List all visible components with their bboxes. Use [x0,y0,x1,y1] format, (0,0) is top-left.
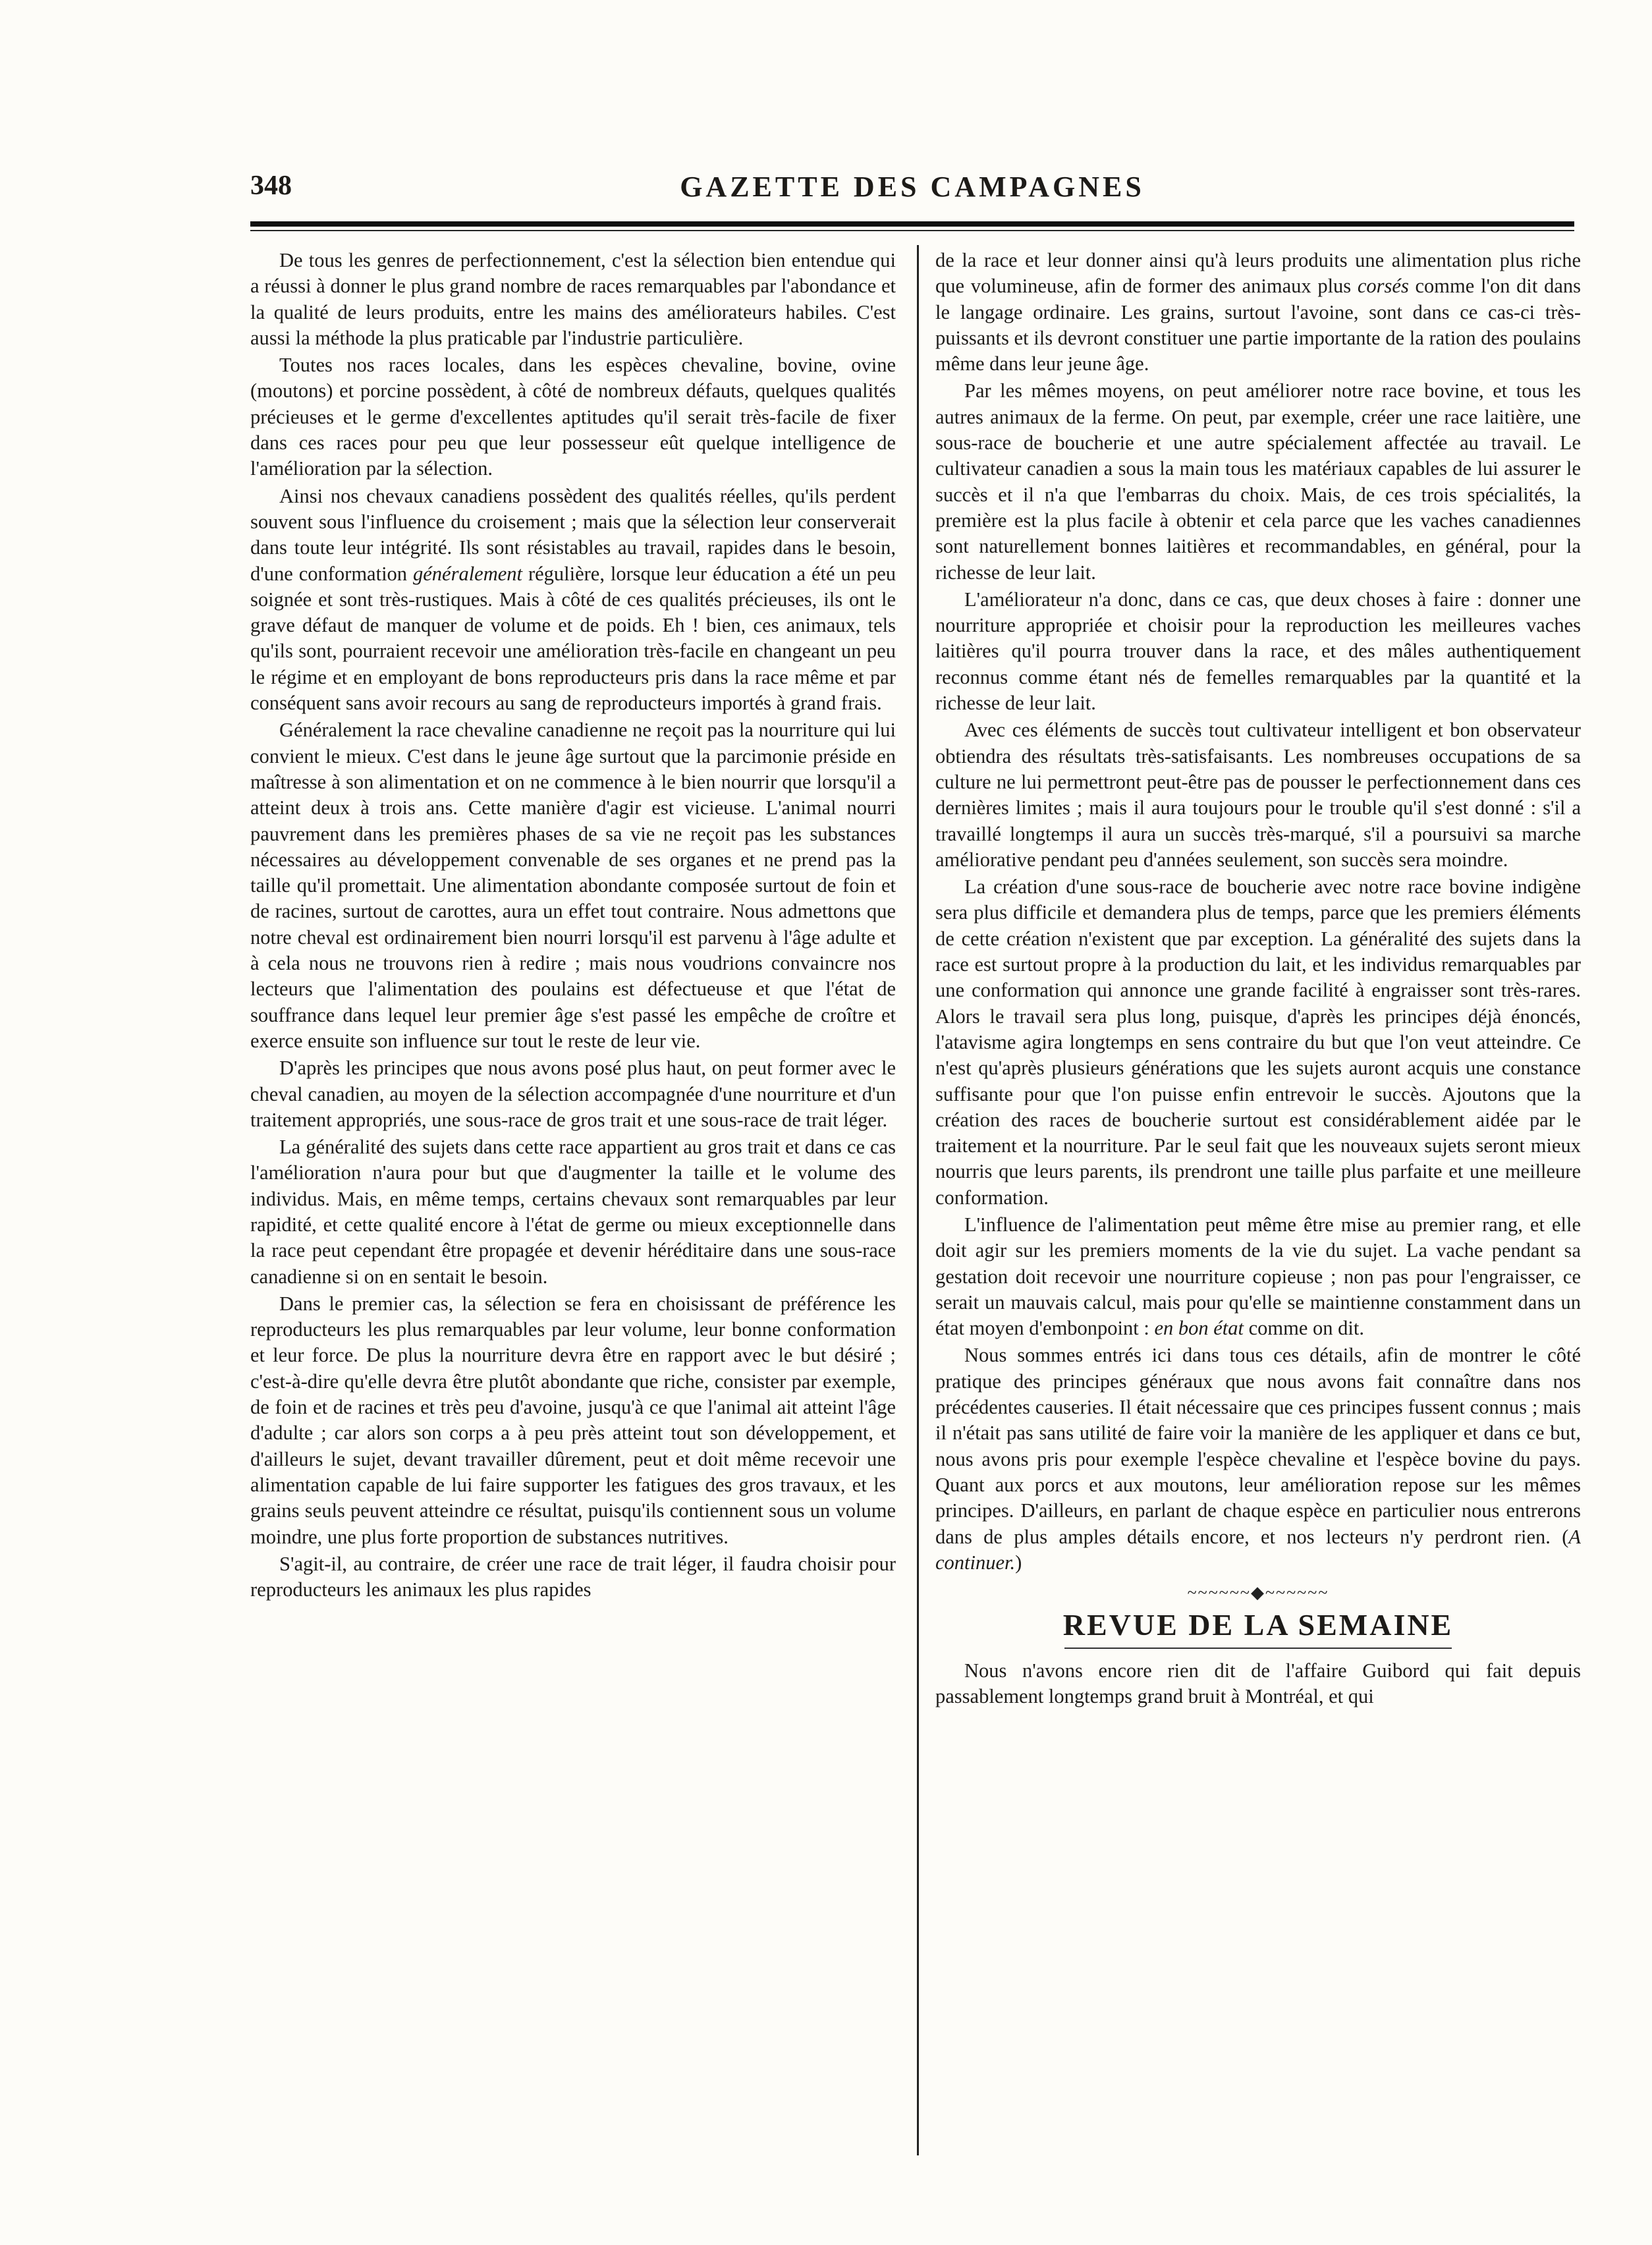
paragraph: La création d'une sous-race de boucherie avec notre race bovine indigène sera plus difficile et demandera plus de temps, parce que les premiers éléments de cette création n'existent que par exception. La généralité des sujets dans la race est surtout propre à la production du lait, et les individus remarquables par une conformation qui annonce une grande facilité à engraisser sont très-rares. Alors le travail sera plus long, puisque, d'après les principes déjà énoncés, l'atavisme agira longtemps en sens contraire du but que l'on veut atteindre. Ce n'est qu'après plusieurs générations que les sujets auront acquis une constance suffisante pour que l'on puisse enfin entrevoir le succès. Ajoutons que la création des races de boucherie surtout est considérablement aidée par le traitement et la nourriture. Par le seul fait que les nouveaux sujets seront mieux nourris que leurs parents, ils prendront une taille plus parfaite et une meilleure conformation. [935,875,1581,1209]
paragraph: L'influence de l'alimentation peut même être mise au premier rang, et elle doit agir sur les premiers moments de la vie du sujet. La vache pendant sa gestation doit recevoir une nourriture copieuse ; non pas pour l'engraisser, ce serait un mauvais calcul, mais pour qu'elle se maintienne constamment dans un état moyen d'embonpoint : en bon état comme on dit. [935,1213,1581,1340]
paragraph: Nous n'avons encore rien dit de l'affaire Guibord qui fait depuis passablement longtemps grand bruit à Montréal, et qui [935,1659,1581,1708]
page-header [250,170,1574,209]
section-ornament: ~~~~~~◆~~~~~~ [1187,1583,1329,1603]
paragraph: Ainsi nos chevaux canadiens possèdent des qualités réelles, qu'ils perdent souvent sous l'influence du croisement ; mais que la sélection leur conserverait dans toute leur intégrité. Ils sont résistables au travail, rapides dans le besoin, d'une conformation généralement régulière, lorsque leur éducation a été un peu soignée et sont très-rustiques. Mais à côté de ces qualités précieuses, ils ont le grave défaut de manquer de volume et de poids. Eh ! bien, ces animaux, tels qu'ils sont, pourraient recevoir une amélioration très-facile en changeant un peu le régime et en employant de bons reproducteurs pris dans la race même et par conséquent sans avoir recours au sang de reproducteurs importés à grand frais. [250,484,896,715]
journal-title: GAZETTE DES CAMPAGNES [680,171,1145,203]
paragraph: De tous les genres de perfectionnement, c'est la sélection bien entendue qui a réussi à donner le plus grand nombre de races remarquables par l'abondance et la qualité de leurs produits, entre les mains des améliorateurs habiles. C'est aussi la méthode la plus praticable par l'industrie particulière. [250,249,896,349]
paragraph: Toutes nos races locales, dans les espèces chevaline, bovine, ovine (moutons) et porcine possèdent, à côté de nombreux défauts, quelques qualités précieuses et le germe d'excellentes aptitudes qu'il serait très-facile de fixer dans ces races pour peu que leur possesseur eût quelque intelligence de l'amélioration par la sélection. [250,354,896,480]
left-column [250,248,896,2151]
paragraph: Nous sommes entrés ici dans tous ces détails, afin de montrer le côté pratique des principes généraux que nous avons fait connaître dans nos précédentes causeries. Il était nécessaire que ces principes fussent connus ; mais il n'était pas sans utilité de faire voir la manière de les appliquer et dans ce but, nous avons pris pour exemple l'espèce chevaline et l'espèce bovine du pays. Quant aux porcs et aux moutons, leur amélioration repose sur les mêmes principes. D'ailleurs, en parlant de chaque espèce en particulier nous entrerons dans de plus amples détails encore, et nos lecteurs n'y perdront rien. (A continuer.) [935,1344,1581,1574]
section-rule [1064,1648,1452,1649]
right-column [935,248,1581,2151]
page-number: 348 [250,171,292,201]
paragraph: Généralement la race chevaline canadienne ne reçoit pas la nourriture qui lui convient le mieux. C'est dans le jeune âge surtout que la parcimonie préside en maîtresse à son alimentation et on ne commence à le bien nourrir que lorsqu'il a atteint deux à trois ans. Cette manière d'agir est vicieuse. L'animal nourri pauvrement dans les premières phases de sa vie ne reçoit pas les substances nécessaires au développement convenable de ses organes et ne prend pas la taille qu'il promettait. Une alimentation abondante composée surtout de foin et de racines, surtout de carottes, aura un effet tout contraire. Nous admettons que notre cheval est ordinairement bien nourri lorsqu'il est parvenu à l'âge adulte et à cela nous ne trouvons rien à redire ; mais nous voudrions convaincre nos lecteurs que l'alimentation des poulains est défectueuse et que l'état de souffrance dans lequel leur premier âge s'est passé les empêche de croître et exerce ensuite son influence sur tout le reste de leur vie. [250,719,896,1052]
header-rule [250,221,1574,231]
paragraph: La généralité des sujets dans cette race appartient au gros trait et dans ce cas l'amélioration n'aura pour but que d'augmenter la taille et le volume des individus. Mais, en même temps, certains chevaux sont remarquables par leur rapidité, et cette qualité encore à l'état de germe ou mieux exceptionnelle dans la race peut cependant être propagée et devenir héréditaire dans une sous-race canadienne si on en sentait le besoin. [250,1136,896,1288]
paragraph: Dans le premier cas, la sélection se fera en choisissant de préférence les reproducteurs les plus remarquables par leur volume, leur bonne conformation et leur force. De plus la nourriture devra être en rapport avec le but désiré ; c'est-à-dire qu'elle devra être plutôt abondante que riche, consister par exemple, de foin et de racines et très peu d'avoine, jusqu'à ce que l'animal ait atteint l'âge d'adulte ; car alors son corps a à peu près atteint tout son développement, et d'ailleurs le sujet, devant travailler dûrement, peut et doit même recevoir une alimentation capable de lui faire supporter les fatigues des gros travaux, et les grains seuls peuvent atteindre ce résultat, puisqu'ils contiennent sous un volume moindre, une plus forte proportion de substances nutritives. [250,1292,896,1548]
paragraph: Avec ces éléments de succès tout cultivateur intelligent et bon observateur obtiendra des résultats très-satisfaisants. Les nombreuses occupations de sa culture ne lui permettront peut-être pas de pousser le perfectionnement dans ces dernières limites ; mais il aura toujours pour le trouble qu'il s'est donné : s'il a travaillé longtemps il aura un succès très-marqué, s'il a poursuivi sa marche améliorative pendant peu d'années seulement, son succès sera moindre. [935,719,1581,871]
paragraph: de la race et leur donner ainsi qu'à leurs produits une alimentation plus riche que volumineuse, afin de former des animaux plus corsés comme l'on dit dans le langage ordinaire. Les grains, surtout l'avoine, sont dans ce cas-ci très-puissants et ils devront constituer une partie importante de la ration des poulains même dans leur jeune âge. [935,249,1581,375]
paragraph: D'après les principes que nous avons posé plus haut, on peut former avec le cheval canadien, au moyen de la sélection accompagnée d'une nourriture et d'un traitement appropriés, une sous-race de gros trait et une sous-race de trait léger. [250,1057,896,1131]
paragraph: S'agit-il, au contraire, de créer une race de trait léger, il faudra choisir pour reproducteurs les animaux les plus rapides [250,1552,896,1601]
paragraph: Par les mêmes moyens, on peut améliorer notre race bovine, et tous les autres animaux de la ferme. On peut, par exemple, créer une race laitière, une sous-race de boucherie et une autre spécialement affectée au travail. Le cultivateur canadien a sous la main tous les matériaux capables de lui assurer le succès et il n'a que l'embarras du choix. Mais, de ces trois spécialités, la première est la plus facile à obtenir et cela parce que les vaches canadiennes sont naturellement bonnes laitières et recommandables, en général, pour la richesse de leur lait. [935,379,1581,584]
paragraph: L'améliorateur n'a donc, dans ce cas, que deux choses à faire : donner une nourriture appropriée et choisir pour la reproduction les meilleures vaches laitières qu'il pourra trouver dans la race, et des mâles authentiquement reconnus comme étant nés de femelles remarquables par la quantité et la richesse de leur lait. [935,588,1581,715]
column-divider [917,245,919,2155]
section-heading: REVUE DE LA SEMAINE [1062,1608,1454,1642]
